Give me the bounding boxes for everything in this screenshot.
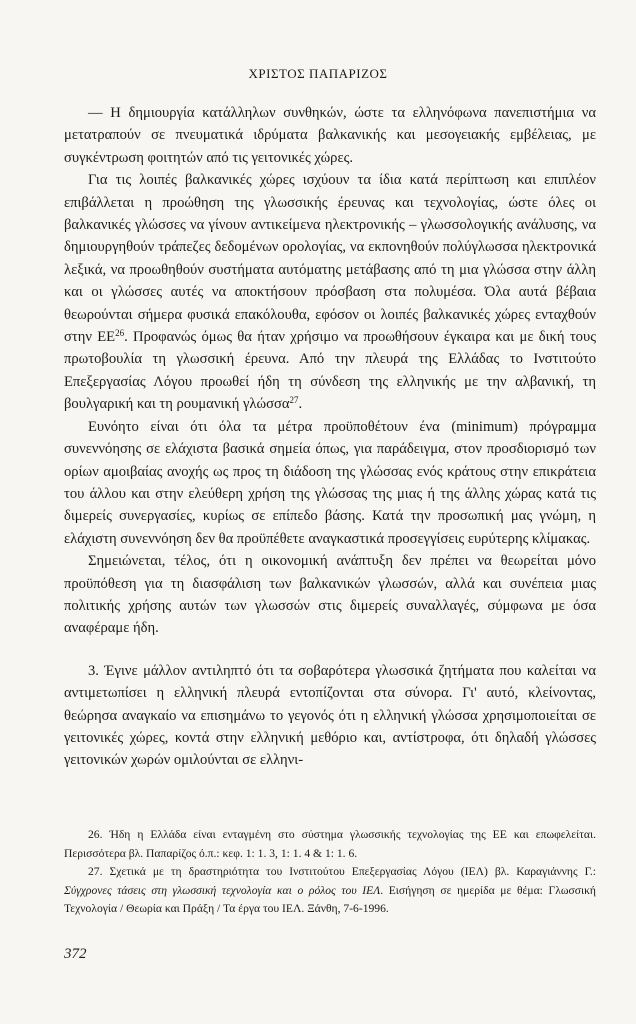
footnote-27 — [64, 863, 596, 919]
footnotes — [64, 826, 596, 919]
footnote-cited-title: Σύγχρονες τάσεις στη γλωσσική τεχνολογία και ο ρόλος του ΙΕΛ — [64, 883, 381, 897]
paragraph-section-3: 3. Έγινε μάλλον αντιληπτό ότι τα σοβαρότερα γλωσσικά ζητήματα που καλείται να αντιμετωπίσει η ελληνική πλευρά εντοπίζονται στα σύνορα. Γι' αυτό, κλείνοντας, θεώρησα αναγκαίο να επισημάνω το γεγονός ότι η ελληνική γλώσσα χρησιμοποιείται σε γειτονικές χώρες, κοντά στην ελληνική μεθόριο και, αντίστροφα, ότι δηλαδή γλώσσες γειτονικών χωρών ομιλούνται σε ελληνι- — [64, 662, 596, 769]
paragraph-minimum-program: Ευνόητο είναι ότι όλα τα μέτρα προϋποθέτουν ένα (minimum) πρόγραμμα συνεννόησης σε ελάχιστα βασικά σημεία όπως, για παράδειγμα, στον προσδιορισμό των ορίων αμοιβαίας ανοχής ως προς τη διάδοση της γλώσσας ενός κράτους στην επικράτεια του άλλου και στην ελεύθερη χρήση της γλώσσας της μιας ή της άλλης χώρας κατά τις διμερείς συνεργασίες, κυρίως σε επίπεδο βάσης. Κατά την προσωπική μας γνώμη, η ελάχιστη συνεννόηση δεν θα προϋπέθετε αναγκαστικά προσεγγίσεις ευρύτερης κλίμακας. — [64, 418, 596, 547]
paragraph-dash-item: — Η δημιουργία κατάλληλων συνθηκών, ώστε τα ελληνόφωνα πανεπιστήμια να μετατραπούν σε πνευματικά ιδρύματα βαλκανικής και μεσογειακής εμβέλειας, με συγκέντρωση φοιτητών από τις γειτονικές χώρες. — [64, 105, 596, 166]
footnote-26: 26. Ήδη η Ελλάδα είναι ενταγμένη στο σύστημα γλωσσικής τεχνολογίας της ΕΕ και επωφελείται. Περισσότερα βλ. Παπαρίζος ό.π.: κεφ. 1: 1. 3, 1: 1. 4 & 1: 1. 6. — [64, 828, 596, 860]
paragraph-text: . — [298, 396, 303, 413]
paragraph-text: . Προφανώς όμως θα ήταν χρήσιμο να προωθήσουν έγκαιρα και με δική τους πρωτοβουλία τη γλωσσική έρευνα. Από την πλευρά της Ελλάδας το Ινστιτούτο Επεξεργασίας Λόγου προωθεί ήδη τη σύνδεση της ελληνικής με την αλβανική, τη βουλγαρική και τη ρουμανική γλώσσα — [64, 329, 596, 413]
paragraph-text: Για τις λοιπές βαλκανικές χώρες ισχύουν τα ίδια κατά περίπτωση και επιπλέον επιβάλλεται η προώθηση της γλωσσικής έρευνας και τεχνολογίας, ώστε όλες οι βαλκανικές γλώσσες να γίνουν αντικείμενα ηλεκτρονικής – γλωσσολογικής ανάλυσης, να δημιουργηθούν τράπεζες δεδομένων ορολογίας, να εκπονηθούν πολύγλωσσα ηλεκτρονικά λεξικά, να προωθηθούν συστήματα αυτόματης μετάβασης από τη μια γλώσσα στην άλλη και οι γλώσσες αυτές να αποκτήσουν πρόσβαση στα πολυμέσα. Όλα αυτά βέβαια θεωρούνται σήμερα φυσικά επακόλουθα, εφόσον οι λοιπές βαλκανικές χώρες ενταχθούν στην ΕΕ — [64, 172, 596, 346]
footnote-ref-27: 27 — [289, 395, 299, 406]
running-header: ΧΡΙΣΤΟΣ ΠΑΠΑΡΙΖΟΣ — [248, 66, 388, 81]
main-text — [64, 102, 596, 772]
footnote-text: . Εισήγηση σε ημερίδα με θέμα: Γλωσσική Τεχνολογία / Θεωρία και Πράξη / Τα έργα του ΙΕΛ. Ξάνθη, 7-6-1996. — [64, 883, 596, 915]
paragraph-balkan-countries — [64, 169, 596, 415]
page-number: 372 — [64, 946, 87, 962]
paragraph-economic-development: Σημειώνεται, τέλος, ότι η οικονομική ανάπτυξη δεν πρέπει να θεωρείται μόνο προϋπόθεση για τη διασφάλιση των βαλκανικών γλωσσών, αλλά και συνέπεια μιας πολιτικής χρήσης αυτών των γλωσσών στις διμερείς συναλλαγές, σύμφωνα με όσα αναφέραμε ήδη. — [64, 553, 596, 637]
footnote-text: 27. Σχετικά με τη δραστηριότητα του Ινστιτούτου Επεξεργασίας Λόγου (ΙΕΛ) βλ. Καραγιάννης Γ.: — [88, 865, 596, 878]
footnote-ref-26: 26 — [115, 328, 125, 339]
